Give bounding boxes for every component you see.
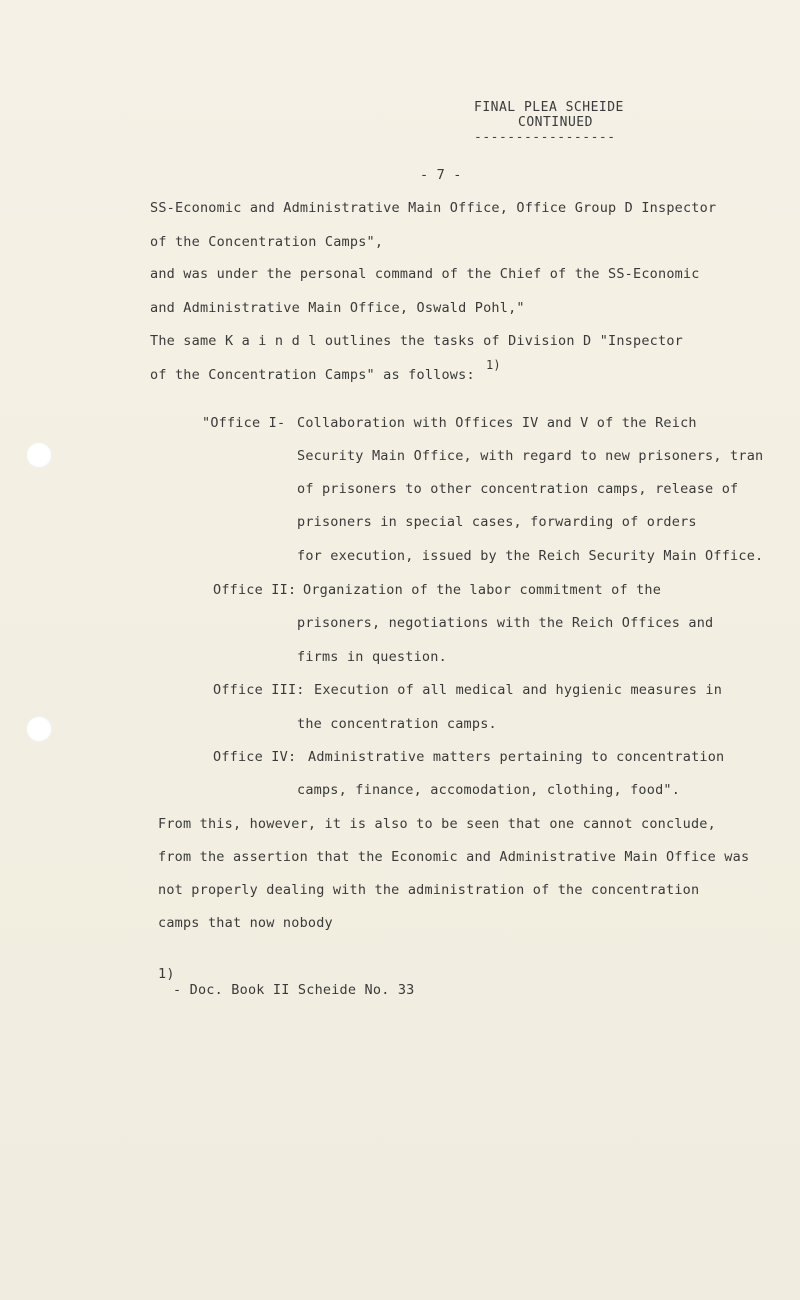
paragraph-line: not properly dealing with the administration of the concentration <box>158 882 700 898</box>
paragraph-line: and was under the personal command of the Chief of the SS-Economic <box>150 266 700 282</box>
header-underline: ----------------- <box>474 130 616 145</box>
office-line: Execution of all medical and hygienic measures in <box>314 682 723 698</box>
office-line: firms in question. <box>297 649 447 665</box>
office-line: Collaboration with Offices IV and V of the Reich <box>297 415 697 431</box>
paragraph-line: camps that now nobody <box>158 915 333 931</box>
paragraph-line: From this, however, it is also to be seen that one cannot conclude, <box>158 816 716 832</box>
header-title: FINAL PLEA SCHEIDE <box>474 100 624 115</box>
office-line: Security Main Office, with regard to new prisoners, tran <box>297 448 764 464</box>
office-line: prisoners, negotiations with the Reich Offices and <box>297 615 714 631</box>
punch-hole <box>26 442 52 468</box>
office-label: Office IV: <box>213 749 297 765</box>
footnote-marker: 1) <box>158 966 175 982</box>
paragraph-line: of the Concentration Camps", <box>150 234 384 250</box>
office-line: camps, finance, accomodation, clothing, food". <box>297 782 681 798</box>
office-line: for execution, issued by the Reich Security Main Office. <box>297 548 764 564</box>
office-label: Office II: <box>213 582 297 598</box>
paragraph-line: SS-Economic and Administrative Main Office, Office Group D Inspector <box>150 200 717 216</box>
office-line: prisoners in special cases, forwarding of orders <box>297 514 697 530</box>
paragraph-line: The same K a i n d l outlines the tasks of Division D "Inspector <box>150 333 683 349</box>
footnote-text: - Doc. Book II Scheide No. 33 <box>173 982 415 998</box>
office-line: Administrative matters pertaining to concentration <box>308 749 725 765</box>
office-label: Office III: <box>213 682 305 698</box>
paragraph-line: from the assertion that the Economic and Administrative Main Office was <box>158 849 750 865</box>
office-line: Organization of the labor commitment of the <box>303 582 662 598</box>
footnote-reference: 1) <box>486 358 501 372</box>
office-line: the concentration camps. <box>297 716 497 732</box>
paragraph-line: and Administrative Main Office, Oswald Pohl," <box>150 300 525 316</box>
punch-hole <box>26 716 52 742</box>
header-subtitle: CONTINUED <box>518 115 593 130</box>
paragraph-line: of the Concentration Camps" as follows: <box>150 367 475 383</box>
office-line: of prisoners to other concentration camps, release of <box>297 481 739 497</box>
office-label: "Office I- <box>202 415 286 431</box>
page-number: - 7 - <box>420 167 462 183</box>
